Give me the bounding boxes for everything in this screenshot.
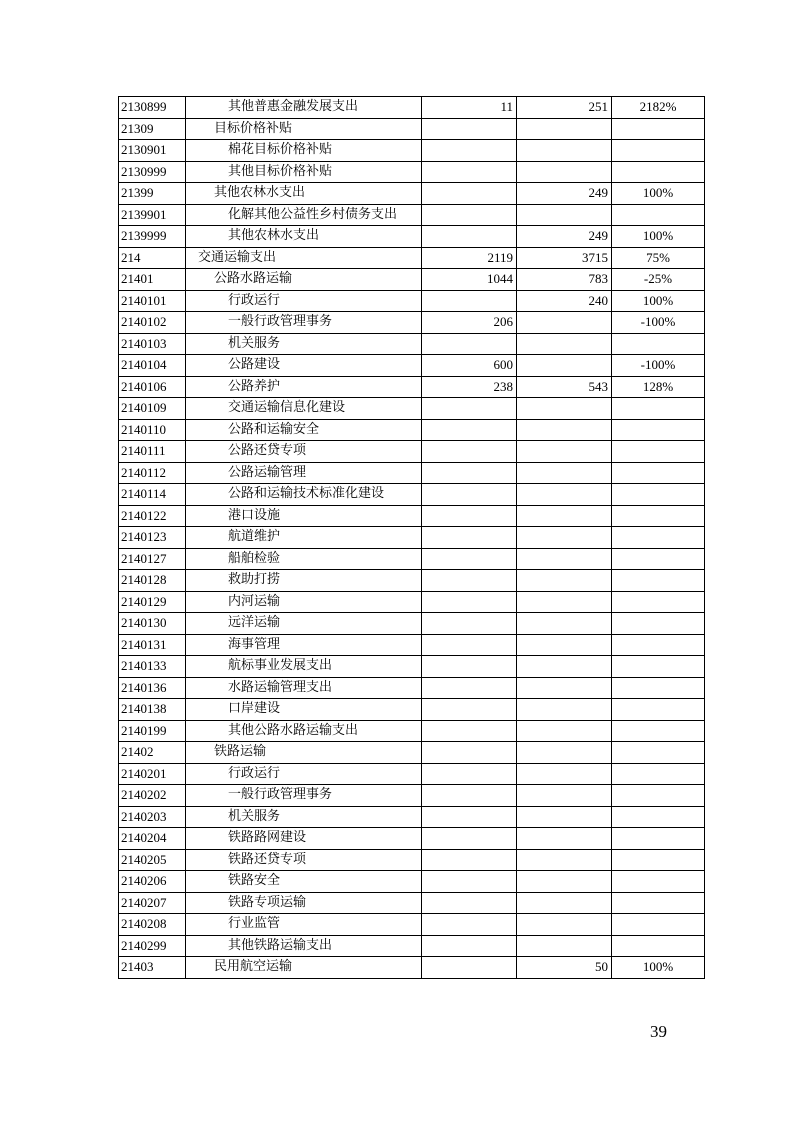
- change-percent-cell: [612, 914, 705, 936]
- current-amount-cell: 543: [517, 376, 612, 398]
- current-amount-cell: [517, 548, 612, 570]
- change-percent-cell: 100%: [612, 183, 705, 205]
- change-percent-cell: [612, 527, 705, 549]
- table-row: [119, 570, 705, 592]
- code-cell: 2130899: [119, 97, 186, 119]
- prior-amount-cell: [422, 677, 517, 699]
- code-cell: 2140130: [119, 613, 186, 635]
- table-row: [119, 935, 705, 957]
- change-percent-cell: [612, 161, 705, 183]
- change-percent-cell: [612, 398, 705, 420]
- prior-amount-cell: [422, 763, 517, 785]
- change-percent-cell: -100%: [612, 312, 705, 334]
- current-amount-cell: [517, 699, 612, 721]
- name-cell: 公路和运输安全: [186, 419, 422, 441]
- code-cell: 2140110: [119, 419, 186, 441]
- prior-amount-cell: [422, 505, 517, 527]
- budget-table: [118, 96, 705, 979]
- table-row: [119, 161, 705, 183]
- change-percent-cell: [612, 785, 705, 807]
- current-amount-cell: [517, 398, 612, 420]
- current-amount-cell: 251: [517, 97, 612, 119]
- name-cell: 铁路专项运输: [186, 892, 422, 914]
- current-amount-cell: [517, 656, 612, 678]
- table-row: [119, 699, 705, 721]
- prior-amount-cell: [422, 591, 517, 613]
- prior-amount-cell: [422, 484, 517, 506]
- code-cell: 2140114: [119, 484, 186, 506]
- code-cell: 2140109: [119, 398, 186, 420]
- prior-amount-cell: [422, 398, 517, 420]
- name-cell: 行政运行: [186, 763, 422, 785]
- current-amount-cell: [517, 484, 612, 506]
- change-percent-cell: [612, 613, 705, 635]
- change-percent-cell: [612, 591, 705, 613]
- code-cell: 2140106: [119, 376, 186, 398]
- prior-amount-cell: [422, 226, 517, 248]
- code-cell: 2140112: [119, 462, 186, 484]
- current-amount-cell: [517, 355, 612, 377]
- code-cell: 2140128: [119, 570, 186, 592]
- current-amount-cell: [517, 871, 612, 893]
- table-row: [119, 247, 705, 269]
- change-percent-cell: 100%: [612, 290, 705, 312]
- prior-amount-cell: 1044: [422, 269, 517, 291]
- current-amount-cell: [517, 527, 612, 549]
- prior-amount-cell: 600: [422, 355, 517, 377]
- current-amount-cell: [517, 570, 612, 592]
- name-cell: 行业监管: [186, 914, 422, 936]
- prior-amount-cell: [422, 161, 517, 183]
- prior-amount-cell: [422, 742, 517, 764]
- table-row: [119, 419, 705, 441]
- prior-amount-cell: [422, 849, 517, 871]
- current-amount-cell: [517, 828, 612, 850]
- prior-amount-cell: 11: [422, 97, 517, 119]
- prior-amount-cell: 206: [422, 312, 517, 334]
- name-cell: 公路水路运输: [186, 269, 422, 291]
- current-amount-cell: [517, 204, 612, 226]
- code-cell: 21309: [119, 118, 186, 140]
- table-row: [119, 806, 705, 828]
- code-cell: 2140136: [119, 677, 186, 699]
- prior-amount-cell: [422, 462, 517, 484]
- prior-amount-cell: [422, 828, 517, 850]
- change-percent-cell: [612, 849, 705, 871]
- page-number: 39: [650, 1022, 667, 1041]
- table-row: [119, 914, 705, 936]
- current-amount-cell: 50: [517, 957, 612, 979]
- code-cell: 2140131: [119, 634, 186, 656]
- current-amount-cell: [517, 118, 612, 140]
- prior-amount-cell: [422, 204, 517, 226]
- name-cell: 一般行政管理事务: [186, 312, 422, 334]
- name-cell: 其他目标价格补贴: [186, 161, 422, 183]
- name-cell: 交通运输信息化建设: [186, 398, 422, 420]
- table-row: [119, 892, 705, 914]
- prior-amount-cell: [422, 140, 517, 162]
- table-row: [119, 677, 705, 699]
- name-cell: 交通运输支出: [186, 247, 422, 269]
- name-cell: 公路还贷专项: [186, 441, 422, 463]
- name-cell: 船舶检验: [186, 548, 422, 570]
- prior-amount-cell: [422, 699, 517, 721]
- table-row: [119, 720, 705, 742]
- name-cell: 化解其他公益性乡村债务支出: [186, 204, 422, 226]
- change-percent-cell: [612, 484, 705, 506]
- name-cell: 海事管理: [186, 634, 422, 656]
- table-row: [119, 591, 705, 613]
- code-cell: 2140203: [119, 806, 186, 828]
- code-cell: 2140199: [119, 720, 186, 742]
- table-row: [119, 613, 705, 635]
- change-percent-cell: [612, 656, 705, 678]
- change-percent-cell: 2182%: [612, 97, 705, 119]
- code-cell: 2140208: [119, 914, 186, 936]
- code-cell: 2140103: [119, 333, 186, 355]
- table-row: [119, 505, 705, 527]
- change-percent-cell: -100%: [612, 355, 705, 377]
- table-row: [119, 871, 705, 893]
- name-cell: 港口设施: [186, 505, 422, 527]
- prior-amount-cell: [422, 935, 517, 957]
- table-row: [119, 527, 705, 549]
- table-row: [119, 484, 705, 506]
- change-percent-cell: 100%: [612, 226, 705, 248]
- code-cell: 2140206: [119, 871, 186, 893]
- name-cell: 一般行政管理事务: [186, 785, 422, 807]
- table-row: [119, 634, 705, 656]
- current-amount-cell: [517, 312, 612, 334]
- name-cell: 铁路安全: [186, 871, 422, 893]
- code-cell: 21402: [119, 742, 186, 764]
- table-row: [119, 957, 705, 979]
- current-amount-cell: 249: [517, 183, 612, 205]
- prior-amount-cell: [422, 634, 517, 656]
- code-cell: 21401: [119, 269, 186, 291]
- code-cell: 2140207: [119, 892, 186, 914]
- name-cell: 远洋运输: [186, 613, 422, 635]
- name-cell: 其他农林水支出: [186, 183, 422, 205]
- prior-amount-cell: [422, 892, 517, 914]
- change-percent-cell: 128%: [612, 376, 705, 398]
- name-cell: 公路建设: [186, 355, 422, 377]
- name-cell: 铁路运输: [186, 742, 422, 764]
- name-cell: 铁路还贷专项: [186, 849, 422, 871]
- prior-amount-cell: [422, 548, 517, 570]
- code-cell: 2140129: [119, 591, 186, 613]
- name-cell: 公路运输管理: [186, 462, 422, 484]
- code-cell: 2139999: [119, 226, 186, 248]
- name-cell: 其他铁路运输支出: [186, 935, 422, 957]
- current-amount-cell: [517, 613, 612, 635]
- name-cell: 其他公路水路运输支出: [186, 720, 422, 742]
- code-cell: 2140133: [119, 656, 186, 678]
- code-cell: 2140123: [119, 527, 186, 549]
- code-cell: 2130901: [119, 140, 186, 162]
- table-row: [119, 355, 705, 377]
- change-percent-cell: [612, 871, 705, 893]
- table-row: [119, 376, 705, 398]
- code-cell: 2140104: [119, 355, 186, 377]
- name-cell: 行政运行: [186, 290, 422, 312]
- code-cell: 2130999: [119, 161, 186, 183]
- current-amount-cell: [517, 140, 612, 162]
- change-percent-cell: [612, 441, 705, 463]
- prior-amount-cell: [422, 656, 517, 678]
- name-cell: 民用航空运输: [186, 957, 422, 979]
- prior-amount-cell: [422, 957, 517, 979]
- table-row: [119, 140, 705, 162]
- prior-amount-cell: [422, 290, 517, 312]
- table-row: [119, 742, 705, 764]
- prior-amount-cell: [422, 333, 517, 355]
- table-row: [119, 183, 705, 205]
- current-amount-cell: [517, 892, 612, 914]
- table-row: [119, 548, 705, 570]
- table-row: [119, 656, 705, 678]
- name-cell: 机关服务: [186, 333, 422, 355]
- current-amount-cell: [517, 591, 612, 613]
- change-percent-cell: [612, 892, 705, 914]
- prior-amount-cell: [422, 570, 517, 592]
- table-row: [119, 828, 705, 850]
- name-cell: 其他农林水支出: [186, 226, 422, 248]
- current-amount-cell: [517, 333, 612, 355]
- table-row: [119, 462, 705, 484]
- current-amount-cell: [517, 742, 612, 764]
- budget-table-body: [119, 97, 705, 979]
- change-percent-cell: [612, 806, 705, 828]
- code-cell: 2140102: [119, 312, 186, 334]
- current-amount-cell: [517, 763, 612, 785]
- table-row: [119, 849, 705, 871]
- change-percent-cell: [612, 462, 705, 484]
- current-amount-cell: [517, 849, 612, 871]
- current-amount-cell: [517, 634, 612, 656]
- code-cell: 2140127: [119, 548, 186, 570]
- table-row: [119, 118, 705, 140]
- name-cell: 航道维护: [186, 527, 422, 549]
- name-cell: 公路养护: [186, 376, 422, 398]
- current-amount-cell: [517, 677, 612, 699]
- prior-amount-cell: [422, 806, 517, 828]
- prior-amount-cell: [422, 441, 517, 463]
- code-cell: 214: [119, 247, 186, 269]
- change-percent-cell: 100%: [612, 957, 705, 979]
- prior-amount-cell: [422, 871, 517, 893]
- change-percent-cell: -25%: [612, 269, 705, 291]
- change-percent-cell: [612, 935, 705, 957]
- name-cell: 其他普惠金融发展支出: [186, 97, 422, 119]
- prior-amount-cell: [422, 527, 517, 549]
- code-cell: 2140122: [119, 505, 186, 527]
- current-amount-cell: [517, 161, 612, 183]
- current-amount-cell: [517, 785, 612, 807]
- name-cell: 机关服务: [186, 806, 422, 828]
- code-cell: 2139901: [119, 204, 186, 226]
- name-cell: 铁路路网建设: [186, 828, 422, 850]
- change-percent-cell: [612, 742, 705, 764]
- change-percent-cell: [612, 140, 705, 162]
- name-cell: 水路运输管理支出: [186, 677, 422, 699]
- current-amount-cell: [517, 935, 612, 957]
- name-cell: 救助打捞: [186, 570, 422, 592]
- name-cell: 棉花目标价格补贴: [186, 140, 422, 162]
- current-amount-cell: 783: [517, 269, 612, 291]
- change-percent-cell: 75%: [612, 247, 705, 269]
- code-cell: 21403: [119, 957, 186, 979]
- change-percent-cell: [612, 548, 705, 570]
- prior-amount-cell: 238: [422, 376, 517, 398]
- code-cell: 2140299: [119, 935, 186, 957]
- code-cell: 2140111: [119, 441, 186, 463]
- code-cell: 21399: [119, 183, 186, 205]
- table-row: [119, 333, 705, 355]
- change-percent-cell: [612, 570, 705, 592]
- code-cell: 2140204: [119, 828, 186, 850]
- table-row: [119, 398, 705, 420]
- prior-amount-cell: [422, 613, 517, 635]
- table-row: [119, 312, 705, 334]
- change-percent-cell: [612, 419, 705, 441]
- change-percent-cell: [612, 828, 705, 850]
- name-cell: 内河运输: [186, 591, 422, 613]
- change-percent-cell: [612, 204, 705, 226]
- table-row: [119, 269, 705, 291]
- change-percent-cell: [612, 333, 705, 355]
- current-amount-cell: 240: [517, 290, 612, 312]
- name-cell: 目标价格补贴: [186, 118, 422, 140]
- code-cell: 2140202: [119, 785, 186, 807]
- current-amount-cell: 3715: [517, 247, 612, 269]
- change-percent-cell: [612, 505, 705, 527]
- change-percent-cell: [612, 118, 705, 140]
- table-row: [119, 226, 705, 248]
- table-row: [119, 204, 705, 226]
- change-percent-cell: [612, 699, 705, 721]
- code-cell: 2140205: [119, 849, 186, 871]
- current-amount-cell: [517, 720, 612, 742]
- code-cell: 2140101: [119, 290, 186, 312]
- prior-amount-cell: [422, 914, 517, 936]
- prior-amount-cell: 2119: [422, 247, 517, 269]
- change-percent-cell: [612, 720, 705, 742]
- current-amount-cell: [517, 419, 612, 441]
- name-cell: 公路和运输技术标准化建设: [186, 484, 422, 506]
- prior-amount-cell: [422, 419, 517, 441]
- current-amount-cell: 249: [517, 226, 612, 248]
- table-row: [119, 290, 705, 312]
- name-cell: 口岸建设: [186, 699, 422, 721]
- prior-amount-cell: [422, 785, 517, 807]
- current-amount-cell: [517, 806, 612, 828]
- change-percent-cell: [612, 763, 705, 785]
- table-row: [119, 97, 705, 119]
- code-cell: 2140201: [119, 763, 186, 785]
- code-cell: 2140138: [119, 699, 186, 721]
- table-row: [119, 785, 705, 807]
- change-percent-cell: [612, 677, 705, 699]
- current-amount-cell: [517, 462, 612, 484]
- name-cell: 航标事业发展支出: [186, 656, 422, 678]
- table-row: [119, 763, 705, 785]
- current-amount-cell: [517, 914, 612, 936]
- change-percent-cell: [612, 634, 705, 656]
- prior-amount-cell: [422, 720, 517, 742]
- current-amount-cell: [517, 505, 612, 527]
- prior-amount-cell: [422, 118, 517, 140]
- table-row: [119, 441, 705, 463]
- prior-amount-cell: [422, 183, 517, 205]
- current-amount-cell: [517, 441, 612, 463]
